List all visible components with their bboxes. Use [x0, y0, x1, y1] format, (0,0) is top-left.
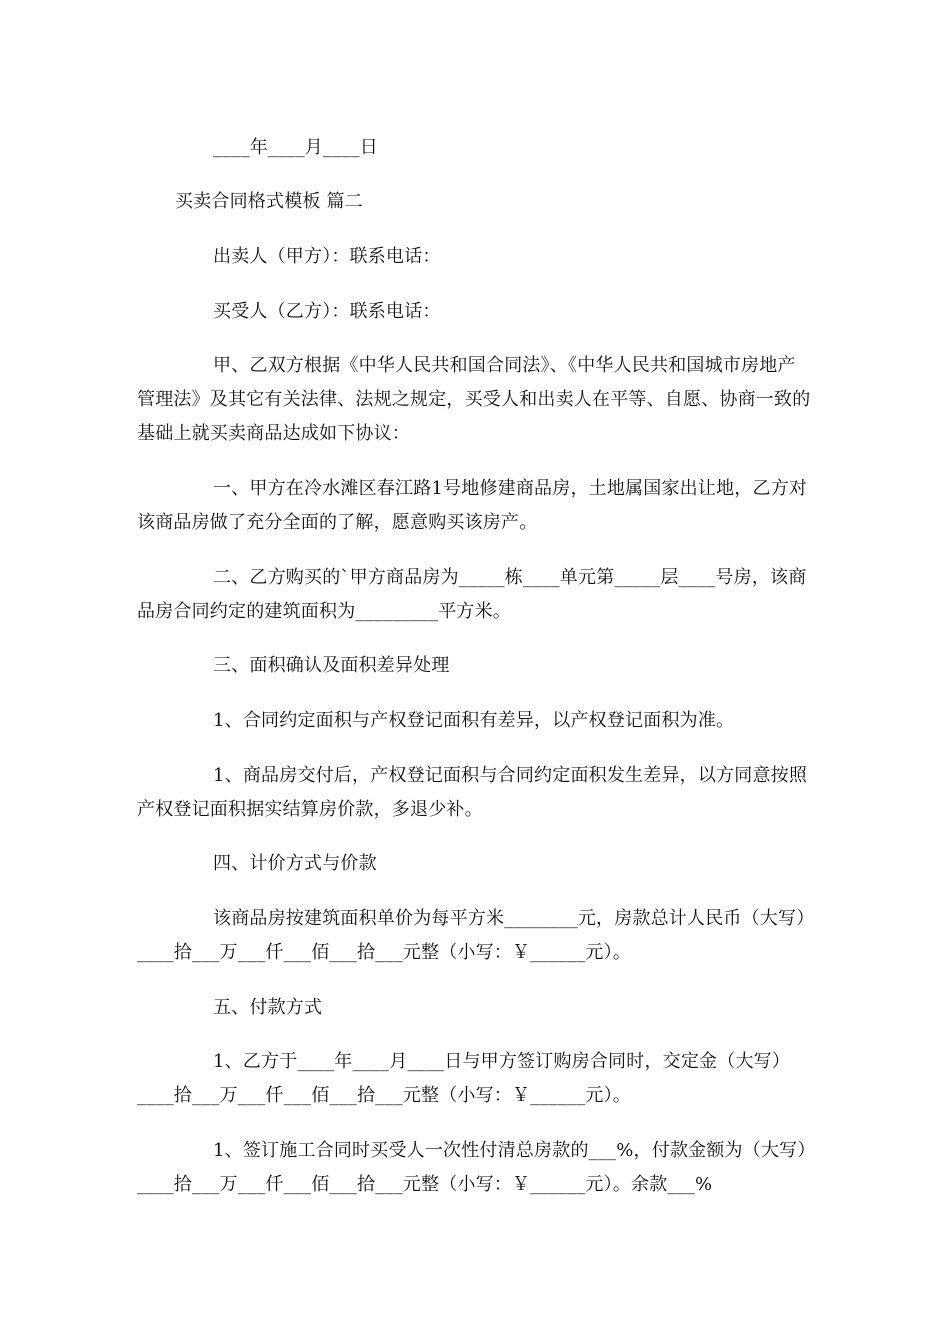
- clause-3-title: 三、面积确认及面积差异处理: [213, 655, 450, 676]
- section-title: 买卖合同格式模板 篇二: [175, 191, 363, 212]
- date-line: ____年____月____日: [213, 137, 378, 158]
- clause-3-2: 1、商品房交付后，产权登记面积与合同约定面积发生差异，以方同意按照产权登记面积据实结算房价款，多退少补。: [137, 765, 808, 820]
- clause-5-1: 1、乙方于____年____月____日与甲方签订购房合同时，交定金（大写）____拾___万___仟___佰___拾___元整（小写：￥______元）。: [137, 1051, 791, 1106]
- clause-1: 一、甲方在冷水滩区春江路1号地修建商品房，土地属国家出让地，乙方对该商品房做了充分全面的了解，愿意购买该房产。: [137, 478, 808, 533]
- clause-2: 二、乙方购买的`甲方商品房为_____栋____单元第_____层____号房，该商品房合同约定的建筑面积为_________平方米。: [137, 567, 807, 622]
- buyer-line: 买受人（乙方）：联系电话：: [213, 301, 441, 322]
- seller-line: 出卖人（甲方）：联系电话：: [213, 246, 441, 267]
- clause-4-body: 该商品房按建筑面积单价为每平方米________元，房款总计人民币（大写）____拾___万___仟___佰___拾___元整（小写：￥______元）。: [137, 908, 806, 963]
- basis-paragraph: 甲、乙双方根据《中华人民共和国合同法》、《中华人民共和国城市房地产管理法》及其它有关法律、法规之规定，买受人和出卖人在平等、自愿、协商一致的基础上就买卖商品达成如下协议：: [137, 355, 811, 444]
- clause-4-title: 四、计价方式与价款: [213, 853, 377, 874]
- clause-5-2: 1、签订施工合同时买受人一次性付清总房款的___%，付款金额为（大写）____拾___万___仟___佰___拾___元整（小写：￥______元）。余款___%: [137, 1140, 807, 1195]
- clause-3-1: 1、合同约定面积与产权登记面积有差异，以产权登记面积为准。: [213, 710, 735, 731]
- clause-5-title: 五、付款方式: [213, 997, 323, 1018]
